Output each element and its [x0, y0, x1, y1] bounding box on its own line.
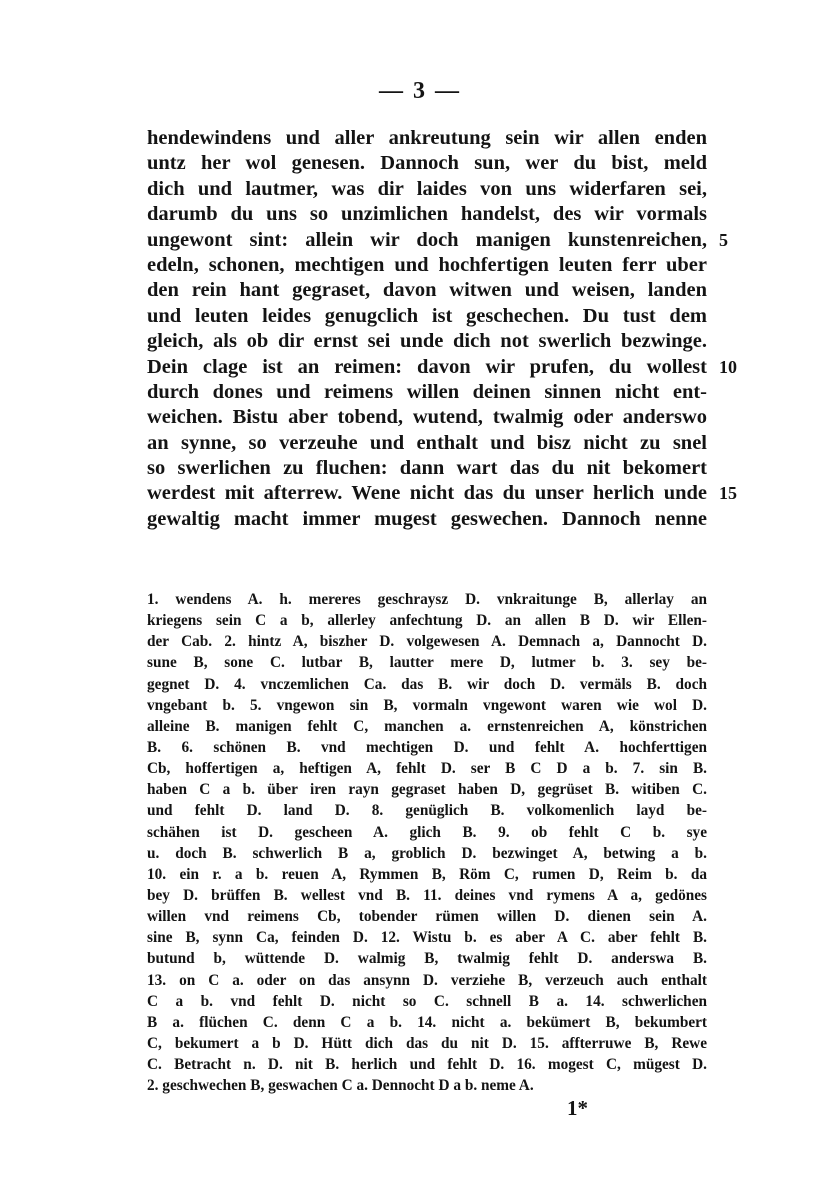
- text-line-content: dich und lautmer, was dir laides von uns widerfaren sei,: [147, 177, 707, 200]
- text-line: [147, 329, 707, 354]
- footnote-line: vngebant b. 5. vngewon sin B, vormaln vngewont waren wie wol D.: [147, 696, 707, 714]
- footnote-line: 13. on C a. oder on das ansynn D. verziehe B, verzeuch auch enthalt: [147, 971, 707, 989]
- footnote-line: C. Betracht n. D. nit B. herlich und fehlt D. 16. mogest C, mügest D.: [147, 1056, 707, 1074]
- footnote-line: sune B, sone C. lutbar B, lautter mere D, lutmer b. 3. sey be-: [147, 654, 707, 672]
- footnote-line: gegnet D. 4. vnczemlichen Ca. das B. wir doch D. vermäls B. doch: [147, 675, 707, 693]
- text-line-content: Dein clage ist an reimen: davon wir prufen, du wollest: [147, 355, 707, 378]
- footnote-line: 2. geschwechen B, geswachen C a. Dennocht D a b. neme A.: [147, 1077, 534, 1095]
- footnote-line: alleine B. manigen fehlt C, manchen a. ernstenreichen A, könstrichen: [147, 717, 707, 735]
- footnote-line: willen vnd reimens Cb, tobender rümen willen D. dienen sein A.: [147, 908, 707, 926]
- footnote-line: der Cab. 2. hintz A, biszher D. volgewesen A. Demnach a, Dannocht D.: [147, 633, 707, 651]
- text-line: [147, 304, 707, 329]
- footnote-line: und fehlt D. land D. 8. genüglich B. volkomenlich layd be-: [147, 802, 707, 820]
- footnote-line: u. doch B. schwerlich B a, groblich D. bezwinget A, betwing a b.: [147, 844, 707, 862]
- text-line: [147, 507, 707, 532]
- text-line-content: so swerlichen zu fluchen: dann wart das du nit bekomert: [147, 457, 707, 480]
- line-number: 10: [719, 356, 737, 377]
- line-number: 15: [719, 483, 737, 504]
- footnote-line: haben C a b. über iren rayn gegraset haben D, gegrüset B. witiben C.: [147, 781, 707, 799]
- text-line-content: und leuten leides genugclich ist geschechen. Du tust dem: [147, 304, 707, 327]
- main-text-block: [147, 126, 737, 532]
- text-line: [147, 431, 707, 456]
- page-number: — 3 —: [379, 78, 461, 104]
- text-line: [147, 126, 707, 151]
- text-line-content: gleich, als ob dir ernst sei unde dich not swerlich bezwinge.: [147, 330, 707, 353]
- text-line-content: an synne, so verzeuhe und enthalt und bisz nicht zu snel: [147, 431, 707, 454]
- text-line: [147, 278, 707, 303]
- text-line: [147, 253, 707, 278]
- text-line: [147, 228, 728, 253]
- text-line: [147, 380, 707, 405]
- text-line-content: durch dones und reimens willen deinen sinnen nicht ent-: [147, 380, 707, 403]
- text-line: [147, 456, 707, 481]
- text-line-content: weichen. Bistu aber tobend, wutend, twalmig oder anderswo: [147, 406, 707, 429]
- footnote-line: kriegens sein C a b, allerley anfechtung D. an allen B D. wir Ellen-: [147, 612, 707, 630]
- text-line-content: hendewindens und aller ankreutung sein wir allen enden: [147, 127, 707, 149]
- text-line-content: edeln, schonen, mechtigen und hochfertigen leuten ferr uber: [147, 253, 707, 276]
- footnotes-block: [147, 589, 707, 1096]
- text-line: [147, 151, 707, 176]
- text-line: [147, 355, 737, 380]
- text-line-content: darumb du uns so unzimlichen handelst, des wir vormals: [147, 203, 707, 226]
- text-line-content: ungewont sint: allein wir doch manigen kunstenreichen,: [147, 228, 707, 251]
- text-line: [147, 202, 707, 227]
- signature-mark: 1*: [567, 1096, 588, 1120]
- text-line-content: den rein hant gegraset, davon witwen und weisen, landen: [147, 279, 707, 302]
- text-line: [147, 481, 737, 506]
- footnote-line: schähen ist D. gescheen A. glich B. 9. ob fehlt C b. sye: [147, 823, 707, 841]
- footnote-line: C a b. vnd fehlt D. nicht so C. schnell B a. 14. schwerlichen: [147, 992, 707, 1010]
- line-number: 5: [719, 229, 728, 250]
- footnote-line: 10. ein r. a b. reuen A, Rymmen B, Röm C, rumen D, Reim b. da: [147, 865, 707, 883]
- footnote-line: B a. flüchen C. denn C a b. 14. nicht a. bekümert B, bekumbert: [147, 1013, 707, 1031]
- footnote-line: sine B, synn Ca, feinden D. 12. Wistu b. es aber A C. aber fehlt B.: [147, 929, 707, 947]
- footnote-line: B. 6. schönen B. vnd mechtigen D. und fehlt A. hochferttigen: [147, 738, 707, 756]
- text-line-content: untz her wol genesen. Dannoch sun, wer du bist, meld: [147, 152, 707, 175]
- text-line-content: werdest mit afterrew. Wene nicht das du unser herlich unde: [147, 482, 707, 505]
- footnote-line: butund b, wüttende D. walmig B, twalmig fehlt D. anderswa B.: [147, 950, 707, 968]
- text-line-content: gewaltig macht immer mugest geswechen. Dannoch nenne: [147, 507, 707, 530]
- text-line: [147, 405, 707, 430]
- footnote-line: Cb, hoffertigen a, heftigen A, fehlt D. ser B C D a b. 7. sin B.: [147, 760, 707, 778]
- footnote-line: C, bekumert a b D. Hütt dich das du nit D. 15. affterruwe B, Rewe: [147, 1034, 707, 1052]
- footnote-line: 1. wendens A. h. mereres geschraysz D. vnkraitunge B, allerlay an: [147, 591, 707, 608]
- text-line: [147, 177, 707, 202]
- footnote-line: bey D. brüffen B. wellest vnd B. 11. deines vnd rymens A a, gedönes: [147, 886, 707, 904]
